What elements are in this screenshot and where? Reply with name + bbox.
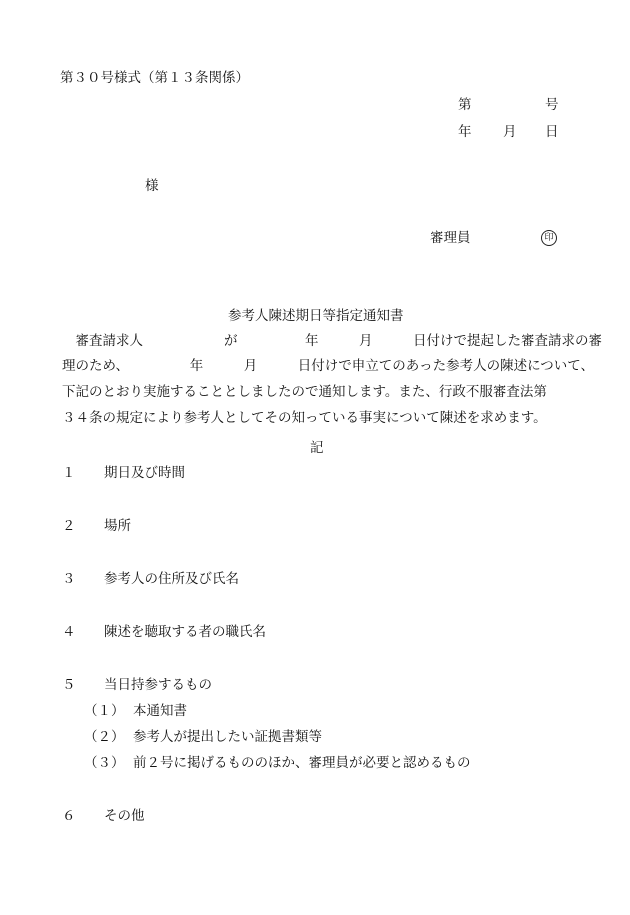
date-day-label: 日 (545, 124, 559, 140)
body-line-4: ３４条の規定により参考人としてその知っている事実について陳述を求めます。 (62, 410, 547, 426)
item-label: 当日持参するもの (104, 677, 212, 693)
item-number: ６ (62, 808, 76, 824)
item-number: ３ (62, 571, 76, 587)
item-label: 期日及び時間 (104, 465, 185, 481)
date-month-label: 月 (503, 124, 517, 140)
item-label: 参考人の住所及び氏名 (104, 571, 239, 587)
body-line-1: 審査請求人 が 年 月 日付けで提起した審査請求の審 (62, 333, 602, 349)
item-label: 場所 (104, 518, 131, 534)
body-line-3: 下記のとおり実施することとしましたので通知します。また、行政不服審査法第 (62, 384, 547, 400)
sub-item-number: （２） (84, 729, 125, 745)
sub-item-number: （３） (84, 755, 125, 771)
document-number-label: 第 (458, 97, 472, 113)
sub-item-label: 参考人が提出したい証拠書類等 (133, 729, 322, 745)
document-title: 参考人陳述期日等指定通知書 (228, 308, 404, 324)
item-label: 陳述を聴取する者の職氏名 (104, 624, 266, 640)
addressee-honorific: 様 (145, 178, 159, 194)
examiner-label: 審理員 (430, 230, 471, 246)
sub-item-label: 本通知書 (133, 703, 187, 719)
sub-item-number: （１） (84, 703, 125, 719)
item-number: １ (62, 465, 76, 481)
sub-item-label: 前２号に掲げるもののほか、審理員が必要と認めるもの (133, 755, 471, 771)
ki-heading: 記 (310, 440, 324, 456)
body-line-2: 理のため、 年 月 日付けで申立てのあった参考人の陳述について、 (62, 358, 595, 374)
item-label: その他 (104, 808, 145, 824)
date-year-label: 年 (458, 124, 472, 140)
item-number: ５ (62, 677, 76, 693)
form-number: 第３０号様式（第１３条関係） (60, 70, 249, 86)
item-number: ２ (62, 518, 76, 534)
seal-mark: 印 (541, 230, 557, 246)
document-number-suffix: 号 (545, 97, 559, 113)
item-number: ４ (62, 624, 76, 640)
